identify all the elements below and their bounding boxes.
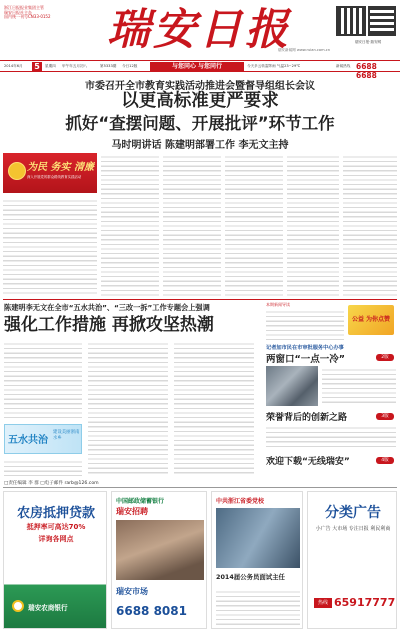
lead-kicker: 市委召开全市教育实践活动推进会暨督导组组长会议 (85, 81, 315, 92)
qr-code-icon (368, 6, 396, 36)
ad-postal-bank[interactable] (111, 491, 207, 629)
ad-party-school-text (216, 588, 300, 626)
five-waters-title: 五水共治 (8, 435, 48, 446)
ad-rural-loan-tail: 详询各网点 (38, 535, 74, 543)
ad-rural-loan-bank: 瑞安农商银行 (28, 604, 68, 612)
second-body-column-1 (4, 340, 82, 420)
campaign-badge-title: 为民 务实 清廉 (27, 162, 94, 173)
qr-code-icon (336, 6, 366, 36)
campaign-badge-sub: 深入开展党的群众路线教育实践活动 (27, 175, 82, 179)
ad-postal-bank-photo (116, 520, 204, 580)
weibo-label: 瑞安日报·瑞安网 (354, 40, 382, 44)
right-title-1: 两窗口“一点一冷” (266, 354, 345, 365)
right-teaser-text (266, 308, 344, 340)
right-story-text (322, 366, 396, 406)
second-body-column-3 (174, 340, 254, 476)
lead-subhead: 马时明讲话 陈建明部署工作 李无文主持 (111, 140, 289, 151)
masthead-left-line: 瑞安日报社主办 (4, 9, 32, 15)
ad-row (0, 489, 400, 634)
ad-classified-sub: 小广告 大市场 专注日报 利民利商 (315, 526, 391, 532)
ad-party-school[interactable] (211, 491, 303, 629)
ad-postal-bank-head: 瑞安市场 (116, 587, 148, 596)
party-emblem-icon (8, 162, 26, 180)
news-photo-1 (266, 366, 318, 406)
dateline-weather: 今天多云转雷阵雨 气温23~29℃ (247, 64, 301, 68)
five-waters-sub: 建设美丽浙南水乡 (53, 430, 80, 441)
hotline-label: 新闻热线 (336, 64, 351, 68)
ad-rural-loan-sub: 抵押率可高达70% (26, 523, 86, 531)
lead-body-column-6 (343, 153, 397, 297)
ad-classified-title: 分类广告 (325, 505, 381, 521)
url-line: 瑞安新闻网 www.ruian.com.cn (277, 48, 330, 52)
page-ref-2[interactable]: 3版 (376, 413, 394, 420)
dateline-date: 2014年6月 (4, 64, 23, 68)
dateline-day: 5 (32, 62, 42, 71)
lead-body-column-1 (3, 197, 97, 297)
dateline-weekday: 星期四 (45, 64, 56, 68)
ad-rural-loan[interactable] (3, 491, 107, 629)
second-headline: 强化工作措施 再掀攻坚热潮 (4, 315, 214, 335)
masthead-left-line: 浙江日报报业集团主管 (4, 5, 44, 10)
ad-classified-label: 热线 (314, 598, 332, 608)
second-kicker: 陈建明李无文在全市“五水共治”、“三改一拆”工作专题会上强调 (4, 303, 210, 312)
right-teaser-kicker: 记者加市民在市审批服务中心办事 (266, 345, 344, 351)
lead-body-column-5 (287, 153, 339, 297)
ad-postal-bank-sub: 瑞安招聘 (116, 507, 148, 516)
masthead (0, 0, 400, 60)
page-ref-1[interactable]: 2版 (376, 354, 394, 361)
right-title-3: 欢迎下载“无线瑞安” (266, 457, 350, 467)
editor-line: □责任编辑 李 群 □电子邮件 rarb@126.com (4, 481, 99, 486)
right-title-2: 荣誉背后的创新之路 (266, 413, 348, 423)
ad-classified[interactable] (307, 491, 397, 629)
hotline-number: 6688 6688 (356, 62, 377, 80)
ad-divider (3, 487, 397, 488)
campaign-badge (3, 153, 97, 193)
lead-body-column-3 (163, 153, 221, 297)
second-story (0, 300, 258, 478)
dateline-issue: 第5333期 (100, 64, 117, 68)
dateline-bar (0, 60, 400, 80)
lead-headline-2: 抓好“查摆问题、开展批评”环节工作 (65, 114, 335, 133)
ad-postal-bank-title: 中国邮政储蓄银行 (116, 498, 165, 505)
dateline-pages: 今日12版 (122, 64, 138, 68)
masthead-left-info (4, 6, 84, 20)
page-ref-3[interactable]: 4版 (376, 457, 394, 464)
dateline-lunar: 甲午年五月初八 (62, 64, 88, 68)
ad-party-school-title: 2014届公务员面试主任 (216, 573, 285, 581)
public-welfare-badge (348, 305, 394, 335)
right-rail (262, 300, 400, 478)
lead-body-column-4 (225, 153, 283, 297)
right-story-text-2 (266, 424, 396, 450)
lead-body-column-2 (101, 153, 159, 297)
five-waters-badge (4, 424, 82, 454)
ad-rural-loan-title: 农房抵押贷款 (16, 506, 95, 521)
bank-logo-icon (12, 600, 24, 612)
second-body-column-2 (88, 340, 168, 476)
masthead-left-line: 国内统一刊号CN33-0152 (4, 14, 51, 20)
masthead-title: 瑞安日报 (107, 5, 291, 55)
ad-party-school-photo (216, 508, 300, 568)
ad-classified-phone: 65917777 (334, 596, 396, 609)
second-body-column-1b (4, 458, 82, 476)
lead-story (0, 73, 400, 299)
ad-postal-bank-phone: 6688 8081 (116, 604, 187, 618)
ad-party-school-head: 中共浙江省委党校 (216, 498, 265, 505)
lead-headline-1: 以更高标准更严要求 (121, 91, 279, 111)
right-intro: 本期新闻导读 (266, 302, 290, 307)
public-welfare-badge-text: 公益 为你点赞 (351, 316, 391, 323)
dateline-slogan: 与您同心 与您同行 (150, 62, 244, 71)
